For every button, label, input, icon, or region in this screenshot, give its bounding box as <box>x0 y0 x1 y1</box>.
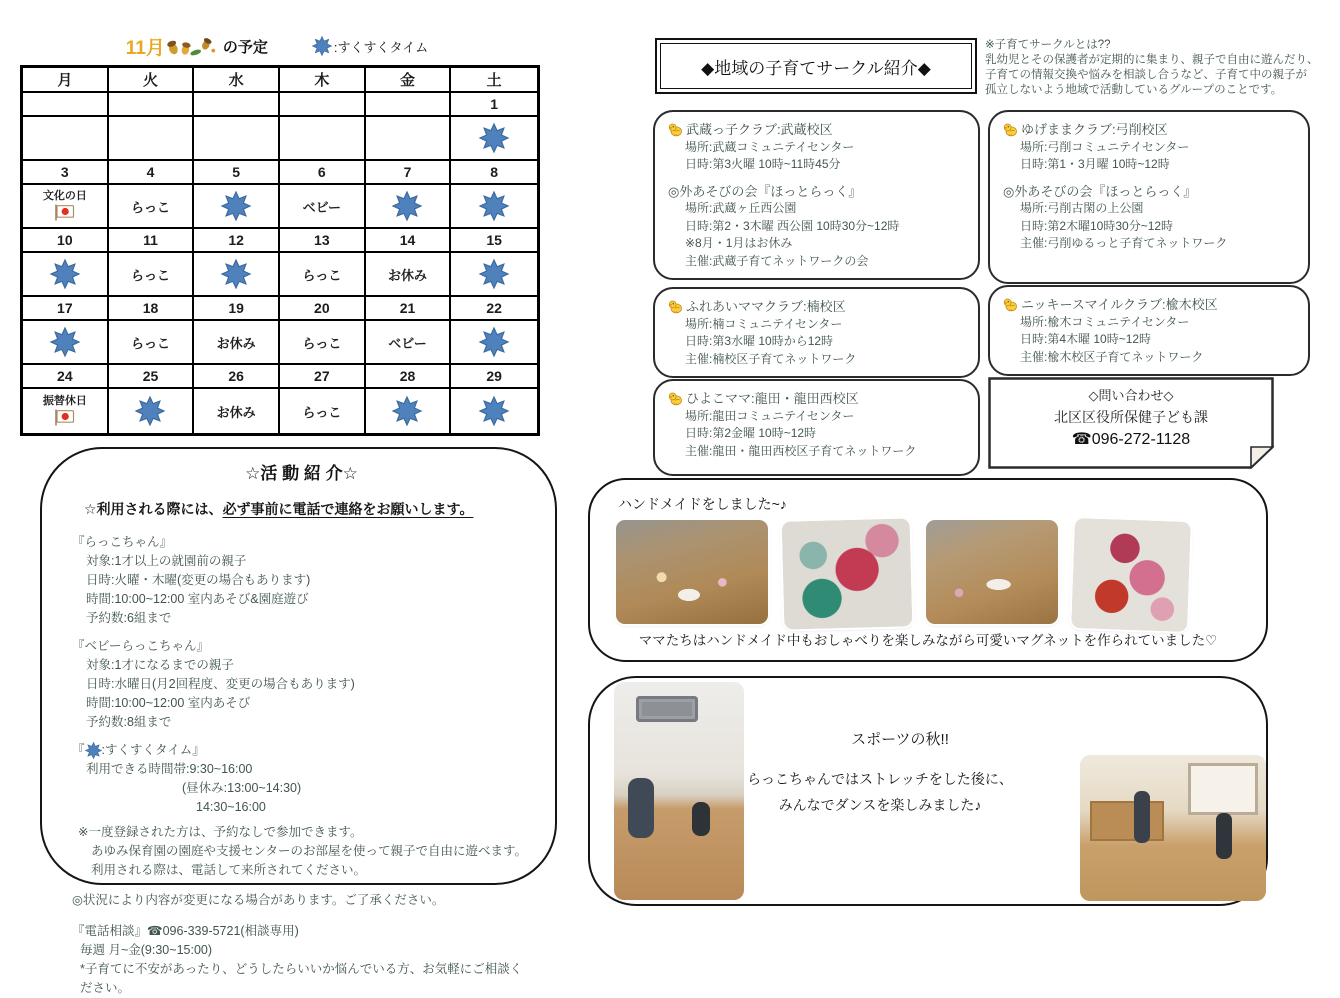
calendar-date-cell <box>451 365 537 389</box>
club-name: ひよこママ:龍田・龍田西校区 <box>686 391 859 406</box>
calendar-holiday-cell <box>23 389 109 433</box>
calendar-date-cell <box>451 93 537 117</box>
calendar-event-cell <box>366 321 452 365</box>
group-name: 『ベビーらっこちゃん』 <box>72 639 210 653</box>
calendar-event-cell <box>366 185 452 229</box>
activity-notice <box>84 499 531 519</box>
sukusuku-star-icon <box>312 36 332 56</box>
sukusuku-star-icon <box>479 396 509 426</box>
event-label: お休み <box>216 335 256 351</box>
sports-title: スポーツの秋!! <box>851 731 949 748</box>
text-line: ※一度登録された方は、予約なしで参加できます。 <box>78 825 363 839</box>
phone-hours: 毎週 月~金(9:30~15:00) <box>80 943 213 957</box>
day-header-label: 水 <box>228 72 244 89</box>
calendar-day-header <box>451 68 537 93</box>
calendar-event-cell <box>280 253 366 297</box>
text-line: 日時:火曜・木曜(変更の場合もあります) <box>86 573 311 587</box>
calendar-date-cell <box>366 161 452 185</box>
calendar-day-header <box>109 68 195 93</box>
text-line: 対象:1才になるまでの親子 <box>86 658 234 672</box>
calendar-event-cell <box>194 389 280 433</box>
day-header-label: 金 <box>399 72 415 89</box>
date-number: 5 <box>232 164 241 180</box>
club-lines <box>668 316 968 369</box>
sukusuku-star-icon <box>85 742 102 759</box>
club-name: ふれあいママクラブ:楠校区 <box>686 299 846 314</box>
text-line: 場所:弓削古閑の上公園 <box>1020 201 1144 215</box>
calendar-date-cell <box>109 297 195 321</box>
calendar-date-cell <box>109 365 195 389</box>
calendar-event-cell <box>23 253 109 297</box>
club-name-row <box>1003 121 1298 139</box>
date-number: 24 <box>57 368 73 384</box>
text-line: 14:30~16:00 <box>196 800 266 814</box>
club-lines <box>668 200 968 270</box>
calendar-date-cell <box>23 93 109 117</box>
club-name-row <box>1003 296 1298 314</box>
calendar-empty-cell <box>23 117 109 161</box>
date-number: 27 <box>314 368 330 384</box>
circles-about <box>985 38 1335 98</box>
ceiling-ac-unit <box>636 696 698 722</box>
contact-title: ◇問い合わせ◇ <box>1088 388 1174 403</box>
calendar-day-header <box>23 68 109 93</box>
calendar-event-cell <box>109 253 195 297</box>
date-number: 8 <box>490 164 499 180</box>
person-silhouette <box>1134 791 1150 843</box>
text-line: 時間:10:00~12:00 室内あそび&園庭遊び <box>86 592 309 606</box>
calendar-date-cell <box>280 229 366 253</box>
text-line: 予約数:6組まで <box>86 611 172 625</box>
text-line: 主催:楡木校区子育てネットワーク <box>1020 349 1204 364</box>
holiday-label: 文化の日 <box>42 190 87 202</box>
calendar-day-header <box>366 68 452 93</box>
date-number: 11 <box>143 232 158 248</box>
person-silhouette <box>628 778 654 838</box>
calendar-date-cell <box>366 297 452 321</box>
chick-icon <box>668 122 683 137</box>
date-number: 18 <box>142 300 159 316</box>
event-label: お休み <box>387 267 427 283</box>
activity-caution: ◎状況により内容が変更になる場合があります。ご了承ください。 <box>72 893 445 907</box>
calendar-date-cell <box>23 161 109 185</box>
text-line: 場所:弓削コミュニテイセンター <box>1020 139 1190 154</box>
activity-title: ☆活 動 紹 介☆ <box>245 464 358 483</box>
november-calendar <box>20 65 540 436</box>
sports-section <box>588 676 1268 906</box>
group-baby-rakko <box>72 637 531 732</box>
text-line: 利用される際は、電話して来所されてください。 <box>91 863 367 877</box>
club-name: 武蔵っ子クラブ:武蔵校区 <box>686 122 833 137</box>
sukusuku-star-icon <box>312 36 332 56</box>
calendar-event-cell <box>451 321 537 365</box>
circles-title-box <box>655 38 977 94</box>
event-label: らっこ <box>302 335 342 351</box>
calendar-event-cell <box>109 321 195 365</box>
sukusuku-star-icon <box>221 191 251 221</box>
text-line: 日時:第1・3月曜 10時~12時 <box>1020 157 1170 171</box>
outdoor-club-title: ◎外あそびの会『ほっとらっく』 <box>668 183 862 199</box>
calendar-event-cell <box>280 389 366 433</box>
date-number: 26 <box>228 368 244 384</box>
contact-box <box>988 377 1274 469</box>
club-lines <box>668 408 968 461</box>
date-number: 21 <box>399 300 416 316</box>
calendar-title-suffix: の予定 <box>222 38 268 56</box>
photo-crafting-table-1 <box>616 520 768 624</box>
text-line: 主催:弓削ゆるっと子育てネットワーク <box>1020 236 1228 250</box>
calendar-event-cell <box>280 321 366 365</box>
calendar-empty-cell <box>366 117 452 161</box>
date-number: 14 <box>399 232 416 248</box>
calendar-event-cell <box>194 185 280 229</box>
text-line: 主催:武蔵子育てネットワークの会 <box>685 253 869 268</box>
chick-icon <box>1003 122 1018 137</box>
circle-box-yuge <box>988 110 1310 284</box>
calendar-date-cell <box>280 297 366 321</box>
date-number: 10 <box>57 232 73 248</box>
event-label: らっこ <box>130 267 170 283</box>
sukusuku-notes <box>72 823 531 880</box>
text-line: 対象:1才以上の就園前の親子 <box>86 554 247 568</box>
sukusuku-star-icon <box>50 259 80 289</box>
club-name-row <box>668 390 968 408</box>
acorn-decoration-icon <box>165 34 217 58</box>
event-label: らっこ <box>130 199 170 215</box>
chick-icon <box>1003 297 1018 312</box>
date-number: 17 <box>57 300 73 316</box>
calendar-event-cell <box>451 117 537 161</box>
event-label: ベビー <box>302 199 342 215</box>
club-lines <box>668 139 968 174</box>
club-lines <box>1003 314 1298 367</box>
text-line: あゆみ保育園の園庭や支援センターのお部屋を使って親子で自由に遊べます。 <box>91 844 528 858</box>
sukusuku-star-icon <box>479 259 509 289</box>
bracket-open: 『 <box>72 743 85 757</box>
text-line: 日時:第3水曜 10時から12時 <box>685 334 834 348</box>
photo-crafting-table-2 <box>926 520 1058 624</box>
calendar-event-cell <box>280 185 366 229</box>
day-header-label: 土 <box>486 72 502 89</box>
date-number: 19 <box>228 300 244 316</box>
calendar-date-cell <box>194 365 280 389</box>
text-line: 利用できる時間帯:9:30~16:00 <box>86 762 253 776</box>
day-header-label: 月 <box>57 72 73 89</box>
text-line: 日時:第4木曜 10時~12時 <box>1020 332 1152 346</box>
sukusuku-star-icon <box>50 327 80 357</box>
sukusuku-star-icon <box>392 396 422 426</box>
text-line: 日時:第2・3木曜 西公園 10時30分~12時 <box>685 218 900 233</box>
calendar-date-cell <box>366 93 452 117</box>
club-lines <box>1003 200 1298 253</box>
sukusuku-star-icon <box>479 123 509 153</box>
calendar-holiday-cell <box>23 185 109 229</box>
handmade-photos <box>616 520 1244 630</box>
circle-box-tatsuda <box>653 379 980 476</box>
sukusuku-star-icon <box>221 259 251 289</box>
text-line: ※8月・1月はお休み <box>685 236 793 250</box>
photo-indoor-play <box>614 682 744 900</box>
group-sukusuku <box>72 741 531 880</box>
group-lines <box>72 552 531 628</box>
text-line: 主催:龍田・龍田西校区子育てネットワーク <box>685 443 917 458</box>
date-number: 15 <box>486 232 502 248</box>
calendar-date-cell <box>280 93 366 117</box>
calendar-title-row <box>20 30 534 62</box>
phone-note: *子育てに不安があったり、どうしたらいいか悩んでいる方、お気軽にご相談ください。 <box>80 962 523 995</box>
event-label: ベビー <box>388 335 427 351</box>
calendar-date-cell <box>23 297 109 321</box>
text-line: 子育ての情報交換や悩みを相談し合うなど、子育て中の親子が <box>985 69 1307 81</box>
sukusuku-star-icon <box>479 327 509 357</box>
text-line: 場所:武蔵コミュニテイセンター <box>685 139 855 154</box>
legend <box>312 36 428 56</box>
calendar-date-cell <box>109 161 195 185</box>
text-line: 時間:10:00~12:00 室内あそび <box>86 696 251 710</box>
phone-consultation <box>72 922 531 998</box>
text-line: みんなでダンスを楽しみました♪ <box>778 797 982 813</box>
date-number: 29 <box>486 368 502 384</box>
text-line: 場所:楠コミュニテイセンター <box>685 316 843 331</box>
calendar-event-cell <box>451 389 537 433</box>
calendar-date-cell <box>23 229 109 253</box>
month-label: 11月 <box>125 37 165 59</box>
calendar-date-cell <box>366 229 452 253</box>
date-number: 20 <box>314 300 330 316</box>
text-line: 孤立しないよう地域で活動しているグループのことです。 <box>985 84 1283 96</box>
sukusuku-star-icon <box>392 191 422 221</box>
date-number: 22 <box>486 300 502 316</box>
legend-label: :すくすくタイム <box>333 39 429 55</box>
japan-flag-icon <box>53 203 77 222</box>
phone-title: 『電話相談』☎096-339-5721(相談専用) <box>72 924 299 938</box>
calendar-event-cell <box>451 253 537 297</box>
text-line: 乳幼児とその保護者が定期的に集まり、親子で自由に遊んだり、 <box>985 54 1319 66</box>
calendar-date-cell <box>23 365 109 389</box>
calendar-day-header <box>280 68 366 93</box>
chick-icon <box>668 299 683 314</box>
calendar-date-cell <box>194 229 280 253</box>
calendar-event-cell <box>109 389 195 433</box>
date-number: 13 <box>314 232 330 248</box>
date-number: 25 <box>142 368 159 384</box>
notice-underlined: 必ず事前に電話で連絡をお願いします。 <box>222 501 474 517</box>
club-name: ニッキースマイルクラブ:楡木校区 <box>1021 297 1218 312</box>
handmade-title: ハンドメイドをしました~♪ <box>618 496 787 512</box>
club-name-row <box>668 298 968 316</box>
sukusuku-star-icon <box>85 742 102 759</box>
handmade-caption: ママたちはハンドメイド中もおしゃべりを楽しみながら可愛いマグネットを作られていました♡ <box>638 633 1218 648</box>
calendar-date-cell <box>451 161 537 185</box>
calendar-day-header <box>194 68 280 93</box>
photo-magnets-1 <box>782 518 913 629</box>
text-line: 日時:水曜日(月2回程度、変更の場合もあります) <box>86 677 355 691</box>
sukusuku-name: :すくすくタイム』 <box>101 743 205 757</box>
event-label: らっこ <box>302 404 342 420</box>
child-silhouette <box>692 802 710 836</box>
calendar-event-cell <box>451 185 537 229</box>
group-name: 『らっこちゃん』 <box>72 535 173 549</box>
calendar-event-cell <box>109 185 195 229</box>
calendar-empty-cell <box>280 117 366 161</box>
circles-title: ◆地域の子育てサークル紹介◆ <box>660 43 972 89</box>
text-line: 日時:第2木曜10時30分~12時 <box>1020 218 1174 233</box>
circle-box-nireginoki <box>988 285 1310 376</box>
calendar-date-cell <box>194 297 280 321</box>
text-line: (昼休み:13:00~14:30) <box>182 781 302 795</box>
calendar-date-cell <box>280 365 366 389</box>
calendar-event-cell <box>23 321 109 365</box>
club-lines <box>1003 139 1298 174</box>
calendar-empty-cell <box>109 117 195 161</box>
calendar-date-cell <box>280 161 366 185</box>
day-header-label: 木 <box>314 72 330 89</box>
date-number: 7 <box>403 164 412 180</box>
wood-cabinet <box>1090 801 1164 841</box>
text-line: 予約数:8組まで <box>86 715 172 729</box>
contact-phone: ☎096-272-1128 <box>1071 431 1191 448</box>
japan-flag-icon <box>53 408 77 427</box>
circle-box-kusunoki <box>653 287 980 378</box>
calendar-event-cell <box>366 389 452 433</box>
date-number: 28 <box>399 368 416 384</box>
text-line: 主催:楠校区子育てネットワーク <box>685 351 857 366</box>
handmade-section <box>588 478 1268 662</box>
person-silhouette <box>1216 813 1232 859</box>
chick-icon <box>668 391 683 406</box>
event-label: お休み <box>216 404 256 420</box>
calendar-date-cell <box>194 93 280 117</box>
text-line: 場所:龍田コミュニテイセンター <box>685 408 855 423</box>
text-line: 日時:第2金曜 10時~12時 <box>685 426 817 440</box>
text-line: 場所:武蔵ヶ丘西公園 <box>685 201 797 215</box>
window <box>1188 763 1258 815</box>
outdoor-club-title: ◎外あそびの会『ほっとらっく』 <box>1003 183 1197 199</box>
date-number: 12 <box>228 232 244 248</box>
day-header-label: 火 <box>142 72 158 89</box>
activity-intro-box <box>40 447 557 995</box>
calendar-event-cell <box>366 253 452 297</box>
notice-prefix: ☆利用される際には、 <box>84 501 223 517</box>
club-name: ゆげままクラブ:弓削校区 <box>1021 122 1168 137</box>
event-label: らっこ <box>302 267 342 283</box>
text-line: 日時:第3火曜 10時~11時45分 <box>685 157 841 171</box>
text-line: 場所:楡木コミュニテイセンター <box>1020 314 1190 329</box>
calendar-event-cell <box>194 321 280 365</box>
calendar-date-cell <box>109 93 195 117</box>
calendar-empty-cell <box>194 117 280 161</box>
photo-magnets-2 <box>1071 518 1191 632</box>
calendar-date-cell <box>451 229 537 253</box>
contact-text <box>988 386 1274 452</box>
sports-text <box>730 766 1030 818</box>
group-lines <box>72 656 531 732</box>
sukusuku-star-icon <box>135 396 165 426</box>
calendar-event-cell <box>194 253 280 297</box>
club-name-row <box>668 121 968 139</box>
sukusuku-title <box>72 741 531 760</box>
calendar-date-cell <box>451 297 537 321</box>
calendar-date-cell <box>366 365 452 389</box>
calendar-date-cell <box>109 229 195 253</box>
date-number: 1 <box>490 96 499 112</box>
holiday-label: 振替休日 <box>42 395 87 407</box>
group-rakko <box>72 533 531 628</box>
date-number: 6 <box>317 164 326 180</box>
sukusuku-star-icon <box>479 191 509 221</box>
calendar-date-cell <box>194 161 280 185</box>
date-number: 4 <box>146 164 155 180</box>
circle-box-musashi <box>653 110 980 280</box>
event-label: らっこ <box>130 335 170 351</box>
photo-dance-room <box>1080 755 1266 901</box>
text-line: らっこちゃんではストレッチをした後に、 <box>747 771 1013 787</box>
date-number: 3 <box>60 164 69 180</box>
text-line: ※子育てサークルとは?? <box>985 39 1111 51</box>
contact-org: 北区区役所保健子ども課 <box>1054 409 1208 425</box>
